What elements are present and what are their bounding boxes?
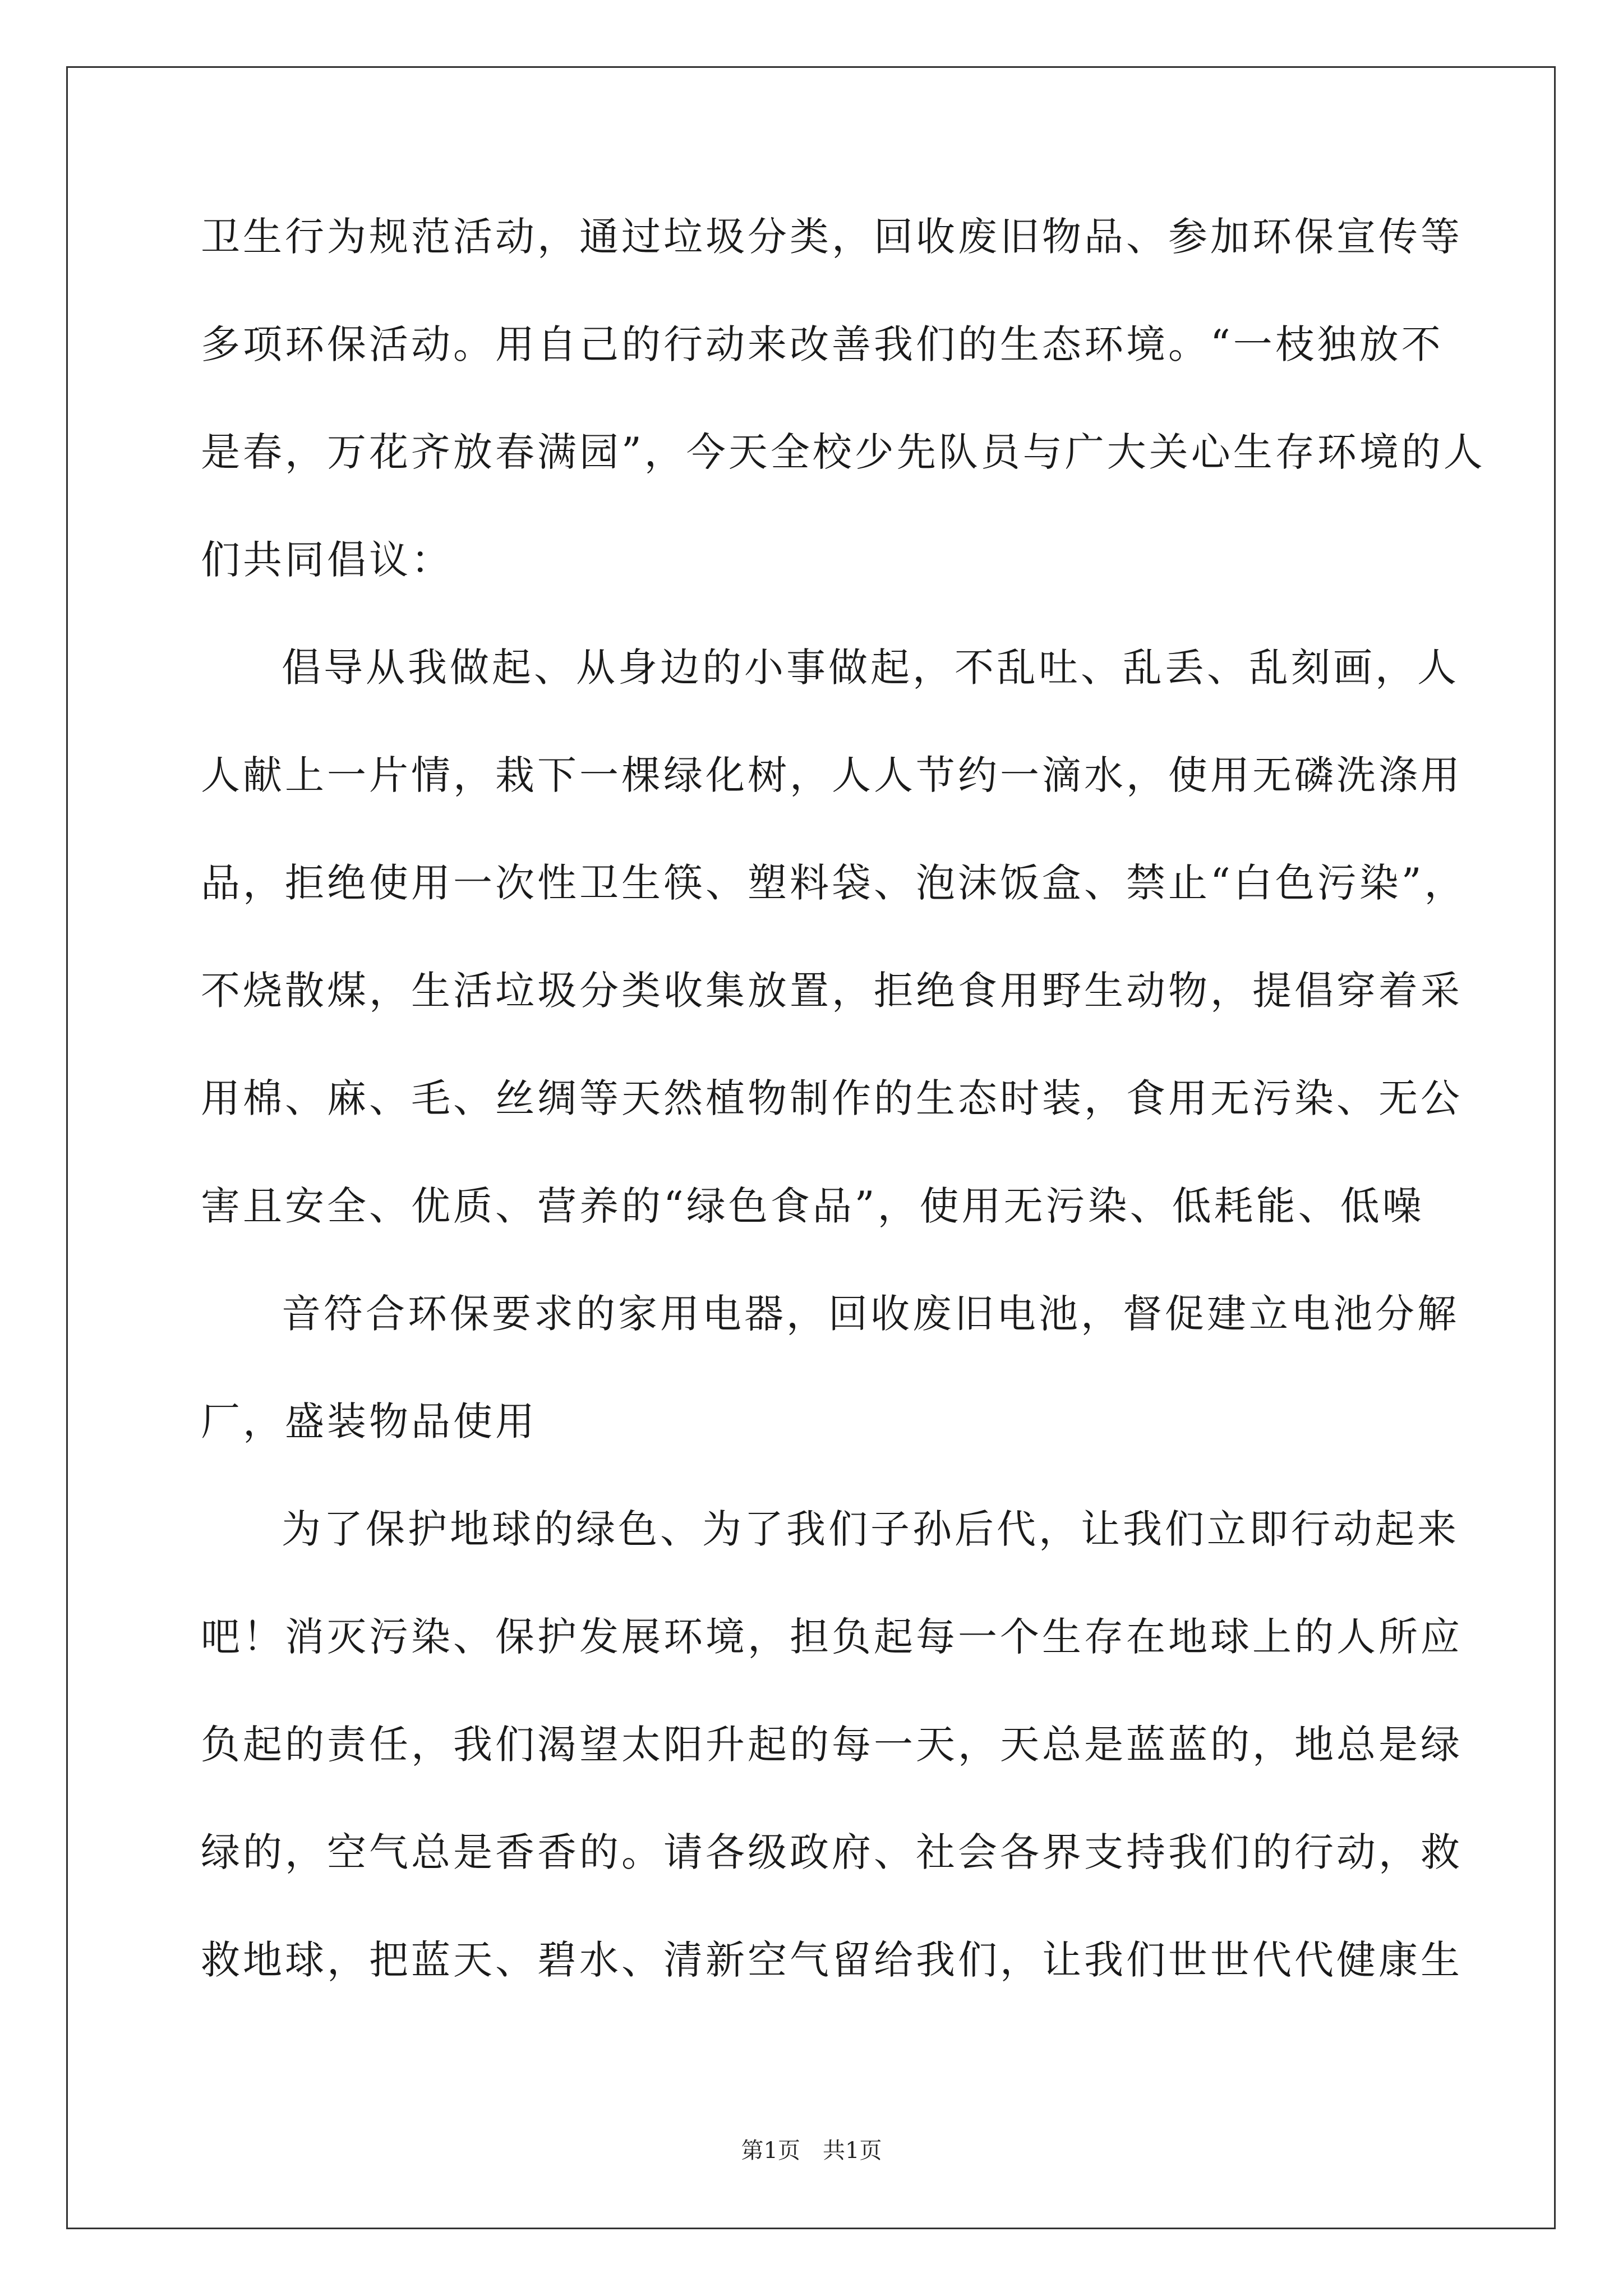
text-line: 救地球，把蓝天、碧水、清新空气留给我们，让我们世世代代健康生 [201, 1937, 1463, 1983]
text-line: 品，拒绝使用一次性卫生筷、塑料袋、泡沫饭盒、禁止“白色污染”， [201, 860, 1467, 906]
text-line: 厂，盛装物品使用 [201, 1398, 537, 1444]
text-line: 人献上一片情，栽下一棵绿化树，人人节约一滴水，使用无磷洗涤用 [201, 752, 1463, 798]
text-line: 吧！消灭污染、保护发展环境，担负起每一个生存在地球上的人所应 [201, 1614, 1463, 1660]
page-total: 共1页 [823, 2138, 882, 2164]
page-border [66, 66, 1556, 2229]
paragraph-start-line: 为了保护地球的绿色、为了我们子孙后代，让我们立即行动起来 [282, 1506, 1459, 1552]
text-line: 卫生行为规范活动，通过垃圾分类，回收废旧物品、参加环保宣传等 [201, 214, 1463, 260]
paragraph-start-line: 倡导从我做起、从身边的小事做起，不乱吐、乱丢、乱刻画，人 [282, 645, 1459, 691]
text-line: 绿的，空气总是香香的。请各级政府、社会各界支持我们的行动，救 [201, 1829, 1463, 1875]
text-line: 是春，万花齐放春满园”，今天全校少先队员与广大关心生存环境的人 [201, 429, 1486, 475]
text-line: 不烧散煤，生活垃圾分类收集放置，拒绝食用野生动物，提倡穿着采 [201, 968, 1463, 1014]
page-number: 第1页 [741, 2138, 800, 2164]
text-line: 负起的责任，我们渴望太阳升起的每一天，天总是蓝蓝的，地总是绿 [201, 1722, 1463, 1768]
text-line: 用棉、麻、毛、丝绸等天然植物制作的生态时装，食用无污染、无公 [201, 1075, 1463, 1121]
text-line: 害且安全、优质、营养的“绿色食品”，使用无污染、低耗能、低噪 [201, 1183, 1424, 1229]
text-line: 们共同倡议： [201, 537, 453, 583]
page-footer [0, 2137, 1623, 2164]
text-line: 多项环保活动。用自己的行动来改善我们的生态环境。“一枝独放不 [201, 321, 1444, 367]
paragraph-start-line: 音符合环保要求的家用电器，回收废旧电池，督促建立电池分解 [282, 1291, 1459, 1337]
